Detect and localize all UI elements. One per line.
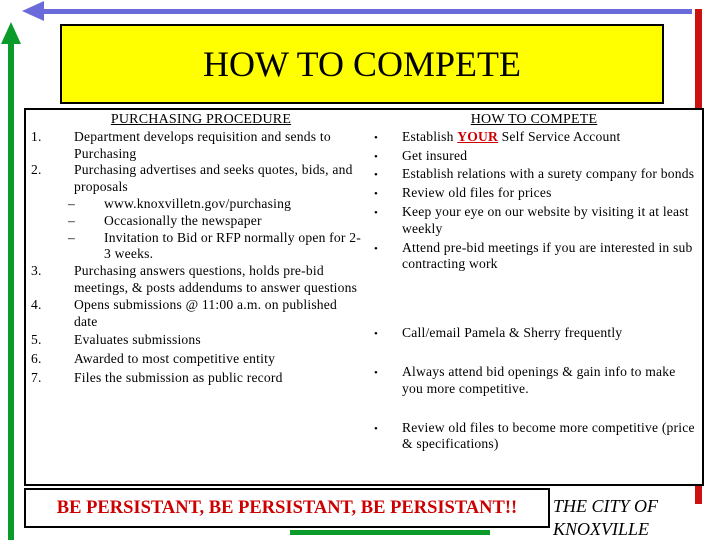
bottom-green-bar <box>290 530 490 535</box>
sub-item <box>26 230 366 264</box>
list-item-text: Always attend bid openings & gain info to make you more competitive. <box>402 363 676 396</box>
list-item-text: Get insured <box>402 147 468 163</box>
purchasing-procedure-column <box>26 112 366 482</box>
bullet-icon: • <box>374 150 379 163</box>
step-text: Evaluates submissions <box>74 332 201 348</box>
list-item <box>366 166 702 183</box>
list-item-text: Establish relations with a surety company for bonds <box>402 166 695 182</box>
step-text: Awarded to most competitive entity <box>74 351 276 367</box>
step-text: Department develops requisition and sends to Purchasing <box>74 128 331 161</box>
step-number: 3. <box>31 263 42 279</box>
list-item <box>366 364 702 398</box>
list-item-text: Review old files for prices <box>402 185 552 201</box>
highlight-your: YOUR <box>457 128 499 144</box>
step-item <box>26 297 366 331</box>
sub-item <box>26 196 366 213</box>
list-item-text: Attend pre-bid meetings if you are interested in sub contracting work <box>402 239 693 272</box>
purchasing-procedure-heading: PURCHASING PROCEDURE <box>110 112 292 127</box>
step-text: Purchasing advertises and seeks quotes, bids, and proposals <box>74 162 353 195</box>
step-item <box>26 351 366 368</box>
step-item <box>26 332 366 349</box>
how-to-compete-heading: HOW TO COMPETE <box>470 112 598 127</box>
bullet-icon: • <box>374 131 379 144</box>
step-number: 6. <box>31 351 42 367</box>
dash-marker: – <box>68 229 75 245</box>
step-item <box>26 162 366 196</box>
item-prefix: Establish <box>402 128 458 144</box>
list-item <box>366 420 702 454</box>
list-item <box>366 240 702 274</box>
sub-item-text: Invitation to Bid or RFP normally open for 2-3 weeks. <box>104 229 361 262</box>
city-line-1: THE CITY OF <box>553 496 659 516</box>
bullet-icon: • <box>374 242 379 255</box>
step-item <box>26 129 366 163</box>
list-item <box>366 204 702 238</box>
bullet-icon: • <box>374 206 379 219</box>
step-number: 2. <box>31 162 42 178</box>
persistence-banner: BE PERSISTANT, BE PERSISTANT, BE PERSISTANT!! <box>24 488 550 528</box>
bullet-icon: • <box>374 366 379 379</box>
list-item-text <box>402 129 620 144</box>
list-item <box>366 185 702 202</box>
content-panel <box>24 108 704 486</box>
bullet-icon: • <box>374 422 379 435</box>
step-number: 5. <box>31 332 42 348</box>
top-arrow-line <box>40 9 692 14</box>
sub-item <box>26 213 366 230</box>
step-number: 1. <box>31 128 42 144</box>
step-number: 4. <box>31 296 42 312</box>
list-item-text: Call/email Pamela & Sherry frequently <box>402 325 623 341</box>
sub-item-text: Occasionally the newspaper <box>104 212 262 228</box>
list-item-text: Review old files to become more competitive (price & specifications) <box>402 419 695 452</box>
sub-item-text: www.knoxvilletn.gov/purchasing <box>104 195 292 211</box>
dash-marker: – <box>68 195 75 211</box>
step-item <box>26 263 366 297</box>
how-to-compete-column <box>366 112 702 482</box>
bullet-icon: • <box>374 328 379 341</box>
left-green-bar <box>8 40 14 540</box>
list-item <box>366 129 702 146</box>
item-suffix: Self Service Account <box>498 128 621 144</box>
bullet-icon: • <box>374 188 379 201</box>
step-item <box>26 370 366 387</box>
step-text: Opens submissions @ 11:00 a.m. on published date <box>74 296 338 329</box>
dash-marker: – <box>68 212 75 228</box>
city-line-2: KNOXVILLE <box>553 519 650 539</box>
step-text: Files the submission as public record <box>74 369 283 385</box>
list-item <box>366 148 702 165</box>
list-item <box>366 325 702 342</box>
step-text: Purchasing answers questions, holds pre-bid meetings, & posts addendums to answer questions <box>74 263 358 295</box>
step-number: 7. <box>31 369 42 385</box>
list-item-text: Keep your eye on our website by visiting it at least weekly <box>402 203 689 236</box>
page-title: HOW TO COMPETE <box>60 24 664 104</box>
bullet-icon: • <box>374 169 379 182</box>
city-logo-text <box>553 495 695 541</box>
